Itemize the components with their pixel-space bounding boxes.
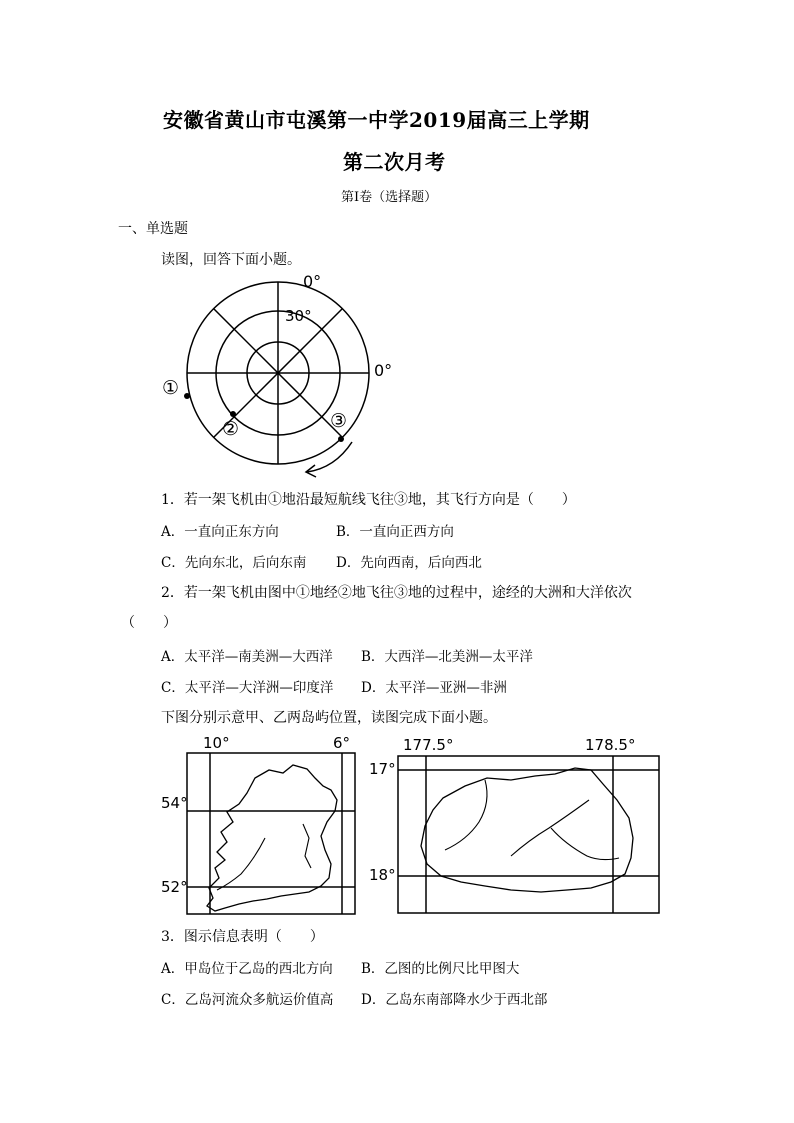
map-right-frame	[398, 756, 659, 913]
q2-stem-continued: （ ）	[121, 615, 177, 631]
group2-intro: 下图分别示意甲、乙两岛屿位置，读图完成下面小题。	[161, 710, 497, 726]
q2-option-a: A．太平洋—南美洲—大西洋	[161, 649, 333, 665]
map-right-lat-top-label: 17°	[369, 760, 396, 778]
q1-stem: 1．若一架飞机由①地沿最短航线飞往③地，其飞行方向是（ ）	[161, 492, 576, 508]
label-30: 30°	[285, 307, 312, 325]
map-right-lon-right-label: 178.5°	[585, 736, 636, 754]
map-right-lon-left-label: 177.5°	[403, 736, 454, 754]
q2-stem: 2．若一架飞机由图中①地经②地飞往③地的过程中，途经的大洲和大洋依次	[161, 585, 632, 601]
label-right-0: 0°	[374, 361, 393, 380]
q3-stem: 3．图示信息表明（ ）	[161, 929, 324, 945]
q2-option-d: D．太平洋—亚洲—非洲	[361, 680, 507, 696]
island-yi-river-2	[511, 800, 589, 856]
q3-option-d: D．乙岛东南部降水少于西北部	[361, 992, 548, 1008]
q1-option-a: A．一直向正东方向	[161, 524, 279, 540]
polar-projection-figure	[155, 270, 405, 485]
q2-option-c: C．太平洋—大洋洲—印度洋	[161, 680, 334, 696]
island-maps-figure	[155, 728, 675, 920]
section-heading: 一、单选题	[118, 221, 188, 237]
marker-2: ②	[222, 418, 240, 440]
island-jia-river	[217, 838, 265, 890]
map-left-lon-left-label: 10°	[203, 734, 230, 752]
map-right-lat-bottom-label: 18°	[369, 866, 396, 884]
page-title: 安徽省黄山市屯溪第一中学2019届高三上学期	[163, 108, 590, 132]
map-left-frame	[187, 753, 355, 914]
island-jia-outline	[207, 765, 337, 911]
label-top-0: 0°	[303, 272, 322, 291]
marker-1: ①	[162, 377, 180, 399]
q3-option-a: A．甲岛位于乙岛的西北方向	[161, 961, 333, 977]
map-left-lon-right-label: 6°	[333, 734, 351, 752]
island-yi-river-1	[445, 780, 487, 850]
island-yi-outline	[421, 768, 633, 892]
volume-label: 第Ⅰ卷（选择题）	[341, 190, 438, 205]
q1-option-c: C．先向东北，后向东南	[161, 555, 307, 571]
q2-option-b: B．大西洋—北美洲—太平洋	[361, 649, 533, 665]
q3-option-c: C．乙岛河流众多航运价值高	[161, 992, 334, 1008]
q1-option-d: D．先向西南，后向西北	[336, 555, 482, 571]
map-left-lat-top-label: 54°	[161, 794, 188, 812]
island-jia-lake	[303, 824, 311, 868]
point-3	[338, 436, 344, 442]
point-1	[184, 393, 190, 399]
marker-3: ③	[330, 410, 348, 432]
q3-option-b: B．乙图的比例尺比甲图大	[361, 961, 520, 977]
q1-option-b: B．一直向正西方向	[336, 524, 454, 540]
group1-intro: 读图，回答下面小题。	[161, 252, 301, 268]
map-left-lat-bottom-label: 52°	[161, 878, 188, 896]
island-yi-river-3	[551, 828, 619, 860]
page-subtitle: 第二次月考	[343, 150, 446, 174]
point-2	[230, 411, 236, 417]
